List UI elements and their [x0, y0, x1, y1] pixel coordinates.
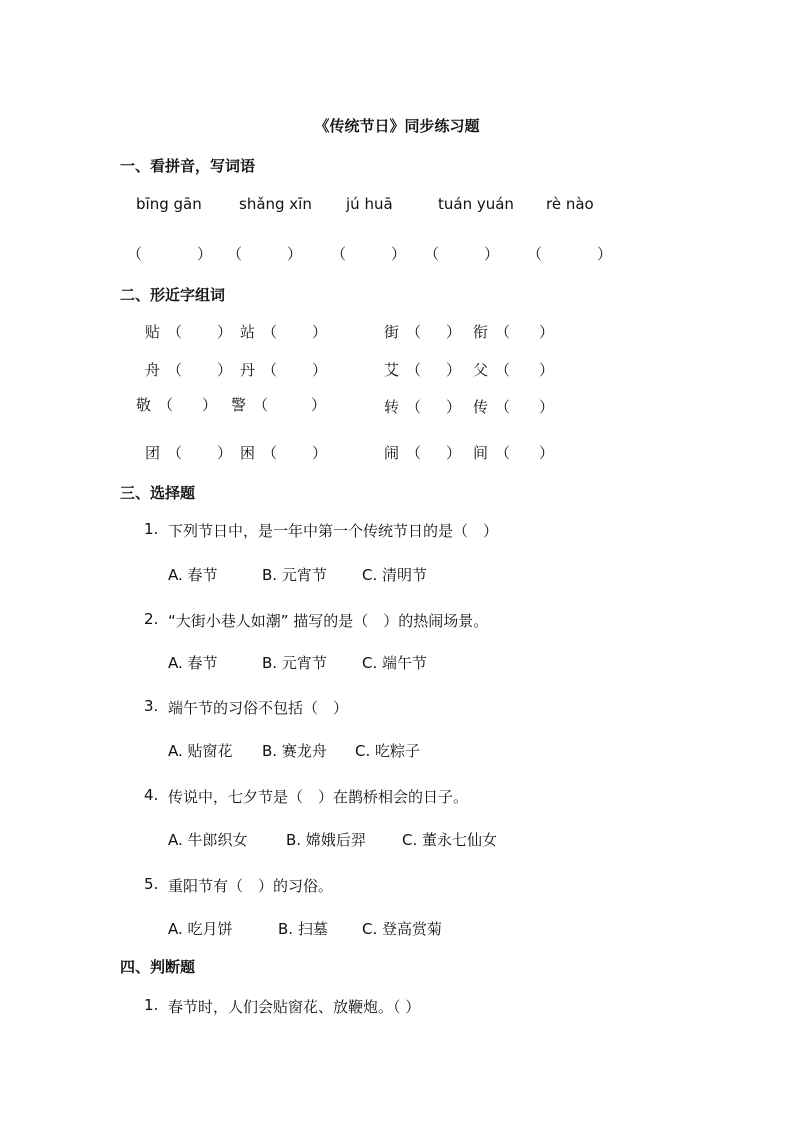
option-b[interactable]: B. 嫦娥后羿	[286, 831, 366, 849]
option-b[interactable]: B. 元宵节	[262, 566, 327, 584]
blank-close: ）	[217, 361, 233, 379]
pinyin-item: bīng gān	[136, 195, 202, 213]
char: 丹	[240, 361, 256, 379]
char-group-item[interactable]	[473, 442, 555, 463]
char-group-item[interactable]	[473, 321, 555, 342]
char-group-item[interactable]	[145, 442, 233, 463]
option-c[interactable]: C. 董永七仙女	[402, 831, 498, 849]
blank-close: ）	[539, 444, 555, 462]
char: 舟	[145, 361, 161, 379]
char: 父	[473, 361, 489, 379]
blank-close: ）	[539, 361, 555, 379]
blank-open: （	[406, 444, 422, 462]
char-group-item[interactable]	[145, 321, 233, 342]
blank-close: ）	[312, 444, 328, 462]
option-a[interactable]: A. 春节	[168, 654, 218, 672]
char-group-item[interactable]	[136, 394, 218, 415]
blank-close: ）	[446, 323, 462, 341]
char: 团	[145, 444, 161, 462]
char: 贴	[145, 323, 161, 341]
blank-close: ）	[391, 245, 407, 263]
blank-close: ）	[312, 323, 328, 341]
blank-close: ）	[197, 245, 213, 263]
question-text: “大街小巷人如潮” 描写的是（ ）的热闹场景。	[168, 612, 489, 630]
char-group-item[interactable]	[384, 442, 462, 463]
blank-close: ）	[539, 398, 555, 416]
char: 警	[231, 396, 247, 414]
blank-open: （	[406, 361, 422, 379]
question-text: 春节时，人们会贴窗花、放鞭炮。（ ）	[168, 998, 421, 1016]
blank-open: （	[424, 245, 440, 263]
blank-close: ）	[446, 361, 462, 379]
answer-blank[interactable]	[331, 243, 407, 264]
blank-close: ）	[484, 245, 500, 263]
blank-open: （	[253, 396, 269, 414]
blank-open: （	[406, 398, 422, 416]
option-a[interactable]: A. 贴窗花	[168, 742, 233, 760]
blank-open: （	[262, 444, 278, 462]
char-group-item[interactable]	[145, 359, 233, 380]
question-number: 1.	[144, 520, 159, 538]
blank-open: （	[167, 361, 183, 379]
blank-close: ）	[217, 444, 233, 462]
blank-open: （	[406, 323, 422, 341]
answer-blank[interactable]	[127, 243, 213, 264]
option-a[interactable]: A. 吃月饼	[168, 920, 233, 938]
blank-open: （	[167, 444, 183, 462]
char-group-item[interactable]	[231, 394, 327, 415]
blank-close: ）	[217, 323, 233, 341]
char-group-item[interactable]	[384, 321, 462, 342]
char: 传	[473, 398, 489, 416]
char-group-item[interactable]	[240, 359, 328, 380]
char: 艾	[384, 361, 400, 379]
answer-blank[interactable]	[527, 243, 613, 264]
char-group-item[interactable]	[240, 321, 328, 342]
char-group-item[interactable]	[384, 396, 462, 417]
section-heading-multiple-choice: 三、选择题	[120, 484, 196, 502]
blank-open: （	[227, 245, 243, 263]
blank-close: ）	[597, 245, 613, 263]
section-heading-pinyin: 一、看拼音，写词语	[120, 157, 256, 175]
blank-close: ）	[312, 361, 328, 379]
blank-open: （	[495, 444, 511, 462]
blank-close: ）	[202, 396, 218, 414]
char: 衔	[473, 323, 489, 341]
question-text: 传说中，七夕节是（ ）在鹊桥相会的日子。	[168, 788, 469, 806]
pinyin-item: jú huā	[346, 195, 393, 213]
section-heading-true-false: 四、判断题	[120, 958, 196, 976]
char-group-item[interactable]	[384, 359, 462, 380]
blank-close: ）	[287, 245, 303, 263]
section-heading-similar-chars: 二、形近字组词	[120, 286, 226, 304]
char: 困	[240, 444, 256, 462]
blank-open: （	[158, 396, 174, 414]
option-c[interactable]: C. 吃粽子	[355, 742, 421, 760]
option-a[interactable]: A. 春节	[168, 566, 218, 584]
answer-blanks-row	[0, 243, 794, 265]
answer-blank[interactable]	[227, 243, 303, 264]
blank-close: ）	[539, 323, 555, 341]
blank-open: （	[127, 245, 143, 263]
blank-open: （	[331, 245, 347, 263]
char: 敬	[136, 396, 152, 414]
char: 转	[384, 398, 400, 416]
question-number: 1.	[144, 996, 159, 1014]
option-c[interactable]: C. 清明节	[362, 566, 428, 584]
char-group-item[interactable]	[473, 396, 555, 417]
option-b[interactable]: B. 赛龙舟	[262, 742, 327, 760]
question-number: 4.	[144, 786, 159, 804]
option-c[interactable]: C. 登高赏菊	[362, 920, 443, 938]
blank-open: （	[495, 323, 511, 341]
option-b[interactable]: B. 扫墓	[278, 920, 328, 938]
pinyin-row	[0, 195, 794, 217]
char: 街	[384, 323, 400, 341]
char: 间	[473, 444, 489, 462]
blank-open: （	[167, 323, 183, 341]
char-group-item[interactable]	[240, 442, 328, 463]
question-number: 3.	[144, 697, 159, 715]
pinyin-item: tuán yuán	[438, 195, 514, 213]
blank-close: ）	[446, 444, 462, 462]
char-group-item[interactable]	[473, 359, 555, 380]
question-text: 重阳节有（ ）的习俗。	[168, 877, 334, 895]
question-number: 5.	[144, 875, 159, 893]
blank-open: （	[262, 361, 278, 379]
char: 站	[240, 323, 256, 341]
question-text: 下列节日中，是一年中第一个传统节日的是（ ）	[168, 522, 499, 540]
question-text: 端午节的习俗不包括（ ）	[168, 699, 349, 717]
pinyin-item: shǎng xīn	[239, 195, 312, 213]
option-c[interactable]: C. 端午节	[362, 654, 428, 672]
blank-close: ）	[311, 396, 327, 414]
answer-blank[interactable]	[424, 243, 500, 264]
blank-open: （	[495, 361, 511, 379]
blank-open: （	[527, 245, 543, 263]
option-a[interactable]: A. 牛郎织女	[168, 831, 248, 849]
pinyin-item: rè nào	[546, 195, 594, 213]
blank-open: （	[495, 398, 511, 416]
blank-open: （	[262, 323, 278, 341]
blank-close: ）	[446, 398, 462, 416]
option-b[interactable]: B. 元宵节	[262, 654, 327, 672]
page-title: 《传统节日》同步练习题	[314, 117, 480, 135]
char: 闹	[384, 444, 400, 462]
question-number: 2.	[144, 610, 159, 628]
